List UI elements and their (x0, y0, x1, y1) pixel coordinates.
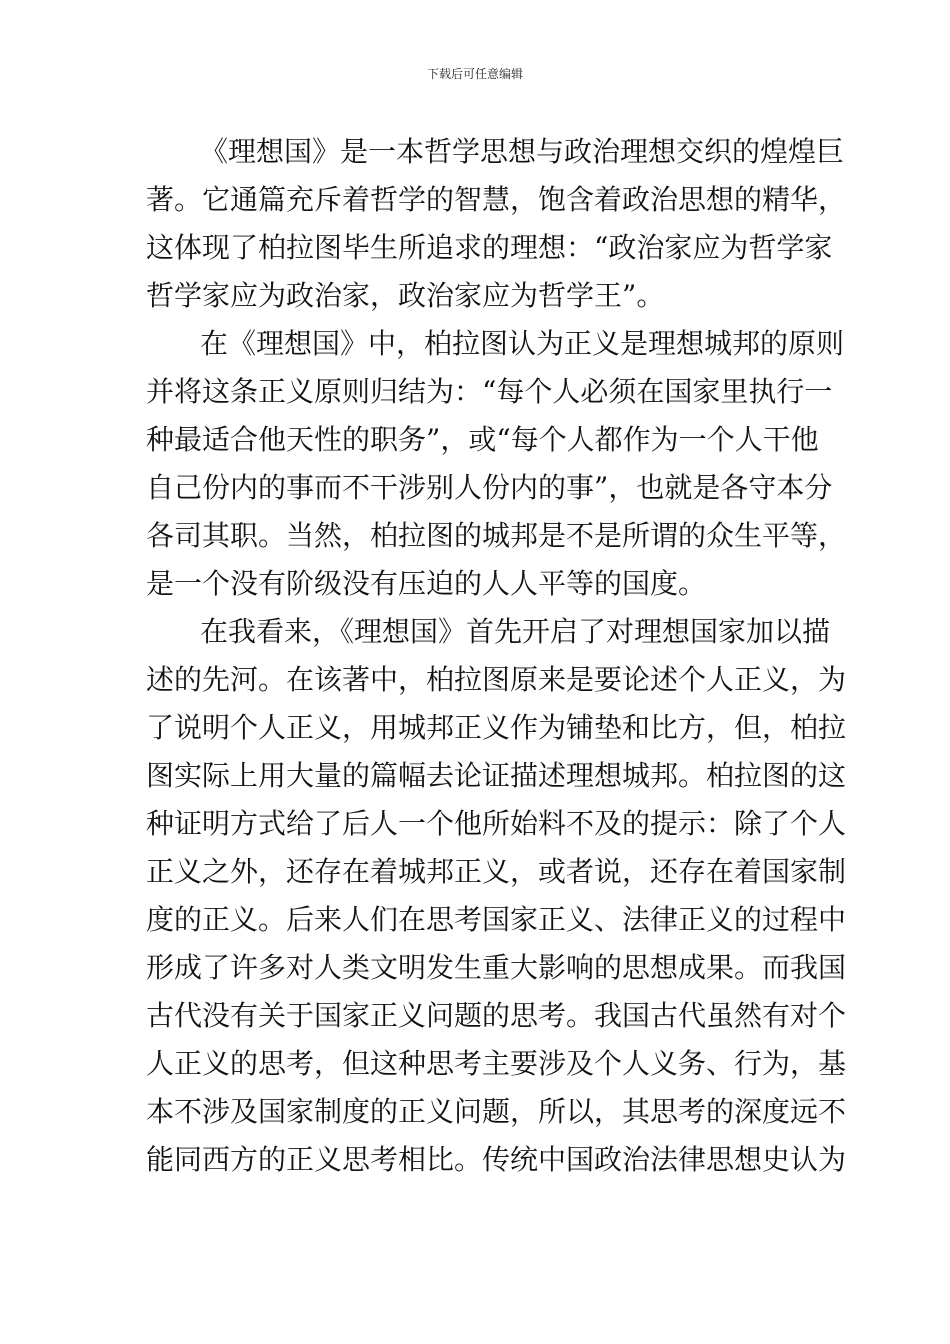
text-line: 是一个没有阶级没有压迫的人人平等的国度。 (146, 567, 707, 600)
text-line: 种最适合他天性的职务”，或“每个人都作为一个人干他 (146, 423, 819, 456)
text-line: 并将这条正义原则归结为：“每个人必须在国家里执行一 (146, 375, 833, 408)
document-body (146, 128, 847, 1184)
paragraph (146, 320, 847, 608)
paragraph (146, 608, 847, 1184)
text-line: 图实际上用大量的篇幅去论证描述理想城邦。柏拉图的这 (146, 759, 847, 792)
text-line: 在《理想国》中，柏拉图认为正义是理想城邦的原则 (200, 327, 845, 360)
text-line: 能同西方的正义思考相比。传统中国政治法律思想史认为 (146, 1143, 847, 1176)
text-line: 自己份内的事而不干涉别人份内的事”，也就是各守本分 (146, 471, 833, 504)
text-line: 本不涉及国家制度的正义问题，所以，其思考的深度远不 (146, 1095, 847, 1128)
text-line: 在我看来，《理想国》首先开启了对理想国家加以描 (200, 615, 831, 648)
text-line: 述的先河。在该著中，柏拉图原来是要论述个人正义，为 (146, 663, 847, 696)
text-line: 了说明个人正义，用城邦正义作为铺垫和比方，但，柏拉 (146, 711, 847, 744)
text-line: 种证明方式给了后人一个他所始料不及的提示：除了个人 (146, 807, 847, 840)
text-line: 形成了许多对人类文明发生重大影响的思想成果。而我国 (146, 951, 847, 984)
text-line: 这体现了柏拉图毕生所追求的理想：“政治家应为哲学家 (146, 231, 833, 264)
text-line: 哲学家应为政治家，政治家应为哲学王”。 (146, 279, 665, 312)
paragraph (146, 128, 847, 320)
text-line: 各司其职。当然，柏拉图的城邦是不是所谓的众生平等， (146, 519, 847, 552)
text-line: 著。它通篇充斥着哲学的智慧，饱含着政治思想的精华， (146, 183, 847, 216)
text-line: 正义之外，还存在着城邦正义，或者说，还存在着国家制 (146, 855, 847, 888)
page-header: 下载后可任意编辑 (426, 67, 523, 81)
text-line: 度的正义。后来人们在思考国家正义、法律正义的过程中 (146, 903, 847, 936)
text-line: 古代没有关于国家正义问题的思考。我国古代虽然有对个 (146, 999, 847, 1032)
text-line: 人正义的思考，但这种思考主要涉及个人义务、行为，基 (146, 1047, 847, 1080)
text-line: 《理想国》是一本哲学思想与政治理想交织的煌煌巨 (200, 135, 845, 168)
